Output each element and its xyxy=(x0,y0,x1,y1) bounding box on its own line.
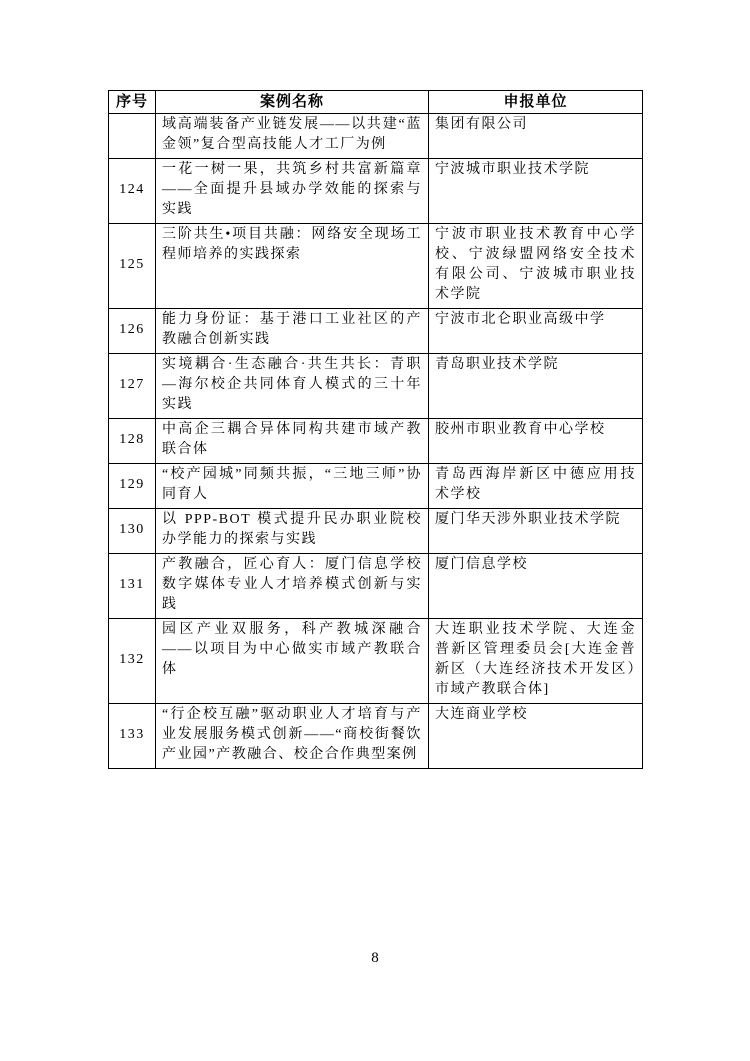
case-number-cell: 126 xyxy=(109,309,156,354)
table-row xyxy=(109,554,643,619)
case-title-cell: “校产园城”同频共振，“三地三师”协同育人 xyxy=(156,464,429,509)
case-title-cell: 一花一树一果，共筑乡村共富新篇章——全面提升县域办学效能的探索与实践 xyxy=(156,159,429,224)
table-row xyxy=(109,464,643,509)
table-row xyxy=(109,704,643,769)
case-number-cell: 131 xyxy=(109,554,156,619)
case-org-cell: 青岛职业技术学院 xyxy=(429,354,643,419)
case-org-cell: 大连商业学校 xyxy=(429,704,643,769)
table-row xyxy=(109,114,643,159)
case-title-cell: 以 PPP-BOT 模式提升民办职业院校办学能力的探索与实践 xyxy=(156,509,429,554)
case-title-cell: 能力身份证：基于港口工业社区的产教融合创新实践 xyxy=(156,309,429,354)
case-title-cell: 域高端装备产业链发展——以共建“蓝金领”复合型高技能人才工厂为例 xyxy=(156,114,429,159)
case-org-cell: 青岛西海岸新区中德应用技术学校 xyxy=(429,464,643,509)
cases-table-body xyxy=(109,114,643,769)
column-header-serial-number: 序号 xyxy=(109,91,156,114)
page-number: 8 xyxy=(371,950,379,966)
case-number-cell: 133 xyxy=(109,704,156,769)
case-org-cell: 厦门信息学校 xyxy=(429,554,643,619)
case-number-cell: 129 xyxy=(109,464,156,509)
table-row xyxy=(109,309,643,354)
case-org-cell: 厦门华天涉外职业技术学院 xyxy=(429,509,643,554)
table-row xyxy=(109,159,643,224)
table-row xyxy=(109,224,643,309)
case-org-cell: 宁波市北仑职业高级中学 xyxy=(429,309,643,354)
case-org-cell: 宁波市职业技术教育中心学校、宁波绿盟网络安全技术有限公司、宁波城市职业技术学院 xyxy=(429,224,643,309)
column-header-case-name: 案例名称 xyxy=(156,91,429,114)
case-title-cell: “行企校互融”驱动职业人才培育与产业发展服务模式创新——“商校街餐饮产业园”产教融合、校企合作典型案例 xyxy=(156,704,429,769)
case-number-cell: 130 xyxy=(109,509,156,554)
cases-table xyxy=(108,90,643,769)
case-title-cell: 中高企三耦合异体同构共建市域产教联合体 xyxy=(156,419,429,464)
case-number-cell: 124 xyxy=(109,159,156,224)
case-title-cell: 园区产业双服务，科产教城深融合——以项目为中心做实市域产教联合体 xyxy=(156,619,429,704)
table-header-row xyxy=(109,91,643,114)
case-number-cell xyxy=(109,114,156,159)
case-title-cell: 三阶共生•项目共融：网络安全现场工程师培养的实践探索 xyxy=(156,224,429,309)
table-row xyxy=(109,354,643,419)
column-header-applicant-unit: 申报单位 xyxy=(429,91,643,114)
case-org-cell: 宁波城市职业技术学院 xyxy=(429,159,643,224)
case-number-cell: 125 xyxy=(109,224,156,309)
case-org-cell: 大连职业技术学院、大连金普新区管理委员会[大连金普新区（大连经济技术开发区）市域产教联合体] xyxy=(429,619,643,704)
case-org-cell: 集团有限公司 xyxy=(429,114,643,159)
table-row xyxy=(109,619,643,704)
case-number-cell: 128 xyxy=(109,419,156,464)
case-title-cell: 实境耦合·生态融合·共生共长：青职—海尔校企共同体育人模式的三十年实践 xyxy=(156,354,429,419)
case-org-cell: 胶州市职业教育中心学校 xyxy=(429,419,643,464)
table-row xyxy=(109,419,643,464)
table-row xyxy=(109,509,643,554)
case-number-cell: 132 xyxy=(109,619,156,704)
case-title-cell: 产教融合，匠心育人：厦门信息学校数字媒体专业人才培养模式创新与实践 xyxy=(156,554,429,619)
case-number-cell: 127 xyxy=(109,354,156,419)
